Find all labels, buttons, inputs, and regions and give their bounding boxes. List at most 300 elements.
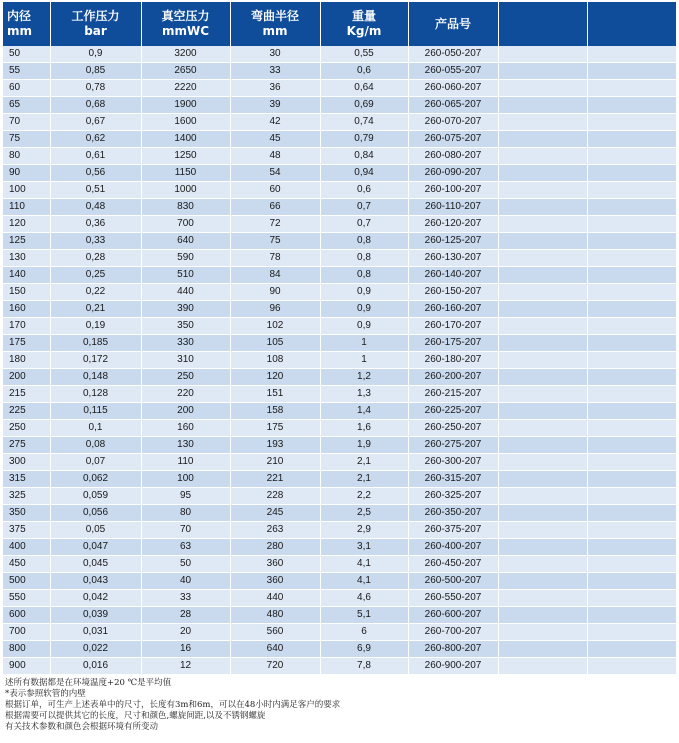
table-cell: 400 xyxy=(3,539,50,556)
table-row xyxy=(3,556,676,573)
column-header-unit: mmWC xyxy=(161,24,210,38)
table-cell: 260-100-207 xyxy=(408,182,498,199)
table-row xyxy=(3,573,676,590)
table-cell: 0,031 xyxy=(50,624,141,641)
table-cell: 0,059 xyxy=(50,488,141,505)
table-cell: 440 xyxy=(230,590,320,607)
table-row xyxy=(3,301,676,318)
table-cell xyxy=(498,590,587,607)
table-cell: 105 xyxy=(230,335,320,352)
table-cell xyxy=(587,97,676,114)
table-cell xyxy=(587,556,676,573)
table-cell xyxy=(498,658,587,675)
table-cell: 260-175-207 xyxy=(408,335,498,352)
table-cell: 193 xyxy=(230,437,320,454)
table-cell: 260-300-207 xyxy=(408,454,498,471)
table-cell: 60 xyxy=(230,182,320,199)
table-cell xyxy=(498,641,587,658)
table-cell xyxy=(587,233,676,250)
table-cell: 0,7 xyxy=(320,216,408,233)
column-header-label: 真空压力 xyxy=(161,9,210,23)
table-body xyxy=(3,46,676,675)
table-cell: 5,1 xyxy=(320,607,408,624)
table-cell: 350 xyxy=(3,505,50,522)
table-row xyxy=(3,97,676,114)
table-cell xyxy=(498,437,587,454)
table-cell xyxy=(587,539,676,556)
table-cell: 260-600-207 xyxy=(408,607,498,624)
table-cell: 33 xyxy=(230,63,320,80)
table-cell: 260-120-207 xyxy=(408,216,498,233)
table-cell: 830 xyxy=(141,199,230,216)
table-row xyxy=(3,114,676,131)
table-cell xyxy=(587,352,676,369)
table-cell: 260-275-207 xyxy=(408,437,498,454)
table-cell: 12 xyxy=(141,658,230,675)
table-row xyxy=(3,352,676,369)
table-cell: 1,4 xyxy=(320,403,408,420)
table-row xyxy=(3,471,676,488)
table-cell: 480 xyxy=(230,607,320,624)
table-cell xyxy=(498,505,587,522)
table-cell: 0,69 xyxy=(320,97,408,114)
table-cell: 700 xyxy=(3,624,50,641)
table-cell xyxy=(498,607,587,624)
table-row xyxy=(3,284,676,301)
column-header-unit: mm xyxy=(7,24,33,38)
table-cell xyxy=(587,46,676,63)
table-cell xyxy=(587,216,676,233)
table-cell: 260-550-207 xyxy=(408,590,498,607)
table-cell: 250 xyxy=(3,420,50,437)
table-cell: 60 xyxy=(3,80,50,97)
table-cell: 260-140-207 xyxy=(408,267,498,284)
table-cell xyxy=(498,284,587,301)
table-cell: 2650 xyxy=(141,63,230,80)
table-cell xyxy=(498,573,587,590)
column-header-unit: mm xyxy=(262,24,288,38)
table-cell: 70 xyxy=(141,522,230,539)
table-cell xyxy=(498,165,587,182)
table-cell: 221 xyxy=(230,471,320,488)
table-cell xyxy=(587,471,676,488)
table-cell xyxy=(498,199,587,216)
table-row xyxy=(3,454,676,471)
table-cell: 39 xyxy=(230,97,320,114)
table-cell: 0,67 xyxy=(50,114,141,131)
table-row xyxy=(3,335,676,352)
table-cell xyxy=(587,641,676,658)
table-cell: 150 xyxy=(3,284,50,301)
table-row xyxy=(3,488,676,505)
table-row xyxy=(3,318,676,335)
table-row xyxy=(3,403,676,420)
table-cell: 140 xyxy=(3,267,50,284)
table-row xyxy=(3,369,676,386)
table-cell: 0,33 xyxy=(50,233,141,250)
table-row xyxy=(3,522,676,539)
table-cell xyxy=(587,148,676,165)
table-cell: 590 xyxy=(141,250,230,267)
table-cell xyxy=(587,454,676,471)
table-cell: 0,172 xyxy=(50,352,141,369)
column-header-unit: bar xyxy=(84,24,107,38)
table-cell: 800 xyxy=(3,641,50,658)
table-cell xyxy=(587,284,676,301)
table-cell xyxy=(498,471,587,488)
table-cell: 4,1 xyxy=(320,573,408,590)
table-cell: 0,043 xyxy=(50,573,141,590)
table-cell xyxy=(587,573,676,590)
table-cell: 260-700-207 xyxy=(408,624,498,641)
table-cell: 42 xyxy=(230,114,320,131)
table-cell: 325 xyxy=(3,488,50,505)
table-cell xyxy=(498,131,587,148)
table-cell: 2,1 xyxy=(320,454,408,471)
table-cell: 210 xyxy=(230,454,320,471)
table-cell: 0,8 xyxy=(320,250,408,267)
table-row xyxy=(3,131,676,148)
table-cell: 28 xyxy=(141,607,230,624)
table-cell: 1400 xyxy=(141,131,230,148)
table-cell xyxy=(498,420,587,437)
table-cell: 4,1 xyxy=(320,556,408,573)
table-cell: 0,9 xyxy=(320,301,408,318)
column-header-label: 弯曲半径 xyxy=(250,9,299,23)
table-row xyxy=(3,182,676,199)
table-cell: 2,1 xyxy=(320,471,408,488)
table-cell: 78 xyxy=(230,250,320,267)
table-cell: 0,21 xyxy=(50,301,141,318)
column-header xyxy=(230,2,320,46)
footnote-line: *表示参照软管的内壁 xyxy=(5,689,86,699)
table-cell: 640 xyxy=(230,641,320,658)
column-header-label: 工作压力 xyxy=(71,9,120,23)
table-cell xyxy=(587,301,676,318)
table-cell xyxy=(498,454,587,471)
table-cell: 0,79 xyxy=(320,131,408,148)
table-cell: 33 xyxy=(141,590,230,607)
column-header xyxy=(3,2,50,46)
table-cell: 350 xyxy=(141,318,230,335)
column-header xyxy=(50,2,141,46)
table-cell: 0,55 xyxy=(320,46,408,63)
table-cell: 0,36 xyxy=(50,216,141,233)
table-cell xyxy=(498,63,587,80)
table-row xyxy=(3,505,676,522)
table-cell: 45 xyxy=(230,131,320,148)
table-cell: 0,047 xyxy=(50,539,141,556)
table-cell: 0,25 xyxy=(50,267,141,284)
table-cell: 0,115 xyxy=(50,403,141,420)
table-cell: 260-200-207 xyxy=(408,369,498,386)
table-cell xyxy=(498,386,587,403)
table-cell: 1,3 xyxy=(320,386,408,403)
table-cell xyxy=(498,318,587,335)
table-cell: 108 xyxy=(230,352,320,369)
table-cell xyxy=(498,352,587,369)
table-cell: 66 xyxy=(230,199,320,216)
table-cell xyxy=(587,590,676,607)
table-cell: 550 xyxy=(3,590,50,607)
table-row xyxy=(3,420,676,437)
table-cell: 360 xyxy=(230,556,320,573)
table-cell: 700 xyxy=(141,216,230,233)
table-cell: 3200 xyxy=(141,46,230,63)
table-cell: 175 xyxy=(230,420,320,437)
table-cell: 72 xyxy=(230,216,320,233)
table-cell: 310 xyxy=(141,352,230,369)
table-cell: 640 xyxy=(141,233,230,250)
table-cell: 0,78 xyxy=(50,80,141,97)
table-cell xyxy=(498,216,587,233)
table-cell: 0,056 xyxy=(50,505,141,522)
footnote-line: 根据订单，可生产上述表单中的尺寸，长度有3m和6m，可以在48小时内满足客户的要求 xyxy=(5,700,341,710)
table-cell: 260-500-207 xyxy=(408,573,498,590)
table-cell: 80 xyxy=(141,505,230,522)
table-cell: 260-075-207 xyxy=(408,131,498,148)
table-cell: 215 xyxy=(3,386,50,403)
table-cell xyxy=(587,199,676,216)
table-cell: 2,9 xyxy=(320,522,408,539)
table-cell: 260-065-207 xyxy=(408,97,498,114)
table-cell: 0,016 xyxy=(50,658,141,675)
table-cell: 0,51 xyxy=(50,182,141,199)
table-cell: 260-160-207 xyxy=(408,301,498,318)
table-cell: 0,045 xyxy=(50,556,141,573)
column-header-label: 内径 xyxy=(7,9,32,23)
column-header-unit: Kg/m xyxy=(346,24,382,38)
table-row xyxy=(3,46,676,63)
table-cell: 260-170-207 xyxy=(408,318,498,335)
table-cell xyxy=(587,369,676,386)
table-row xyxy=(3,607,676,624)
table-cell xyxy=(587,488,676,505)
table-cell: 315 xyxy=(3,471,50,488)
table-cell: 0,61 xyxy=(50,148,141,165)
table-cell: 0,7 xyxy=(320,199,408,216)
footnote-line: 根据需要可以提供其它的长度，尺寸和颜色,螺旋间距,以及不锈钢螺旋 xyxy=(5,711,266,721)
table-cell: 260-450-207 xyxy=(408,556,498,573)
table-cell: 260-350-207 xyxy=(408,505,498,522)
table-cell: 0,28 xyxy=(50,250,141,267)
table-cell: 260-250-207 xyxy=(408,420,498,437)
table-cell: 390 xyxy=(141,301,230,318)
table-cell: 440 xyxy=(141,284,230,301)
table-cell xyxy=(498,556,587,573)
table-cell: 54 xyxy=(230,165,320,182)
table-row xyxy=(3,199,676,216)
table-cell: 0,022 xyxy=(50,641,141,658)
table-cell: 0,68 xyxy=(50,97,141,114)
column-header xyxy=(320,2,408,46)
table-cell: 0,48 xyxy=(50,199,141,216)
table-cell: 260-800-207 xyxy=(408,641,498,658)
table-cell: 0,9 xyxy=(320,318,408,335)
table-row xyxy=(3,233,676,250)
table-cell xyxy=(587,522,676,539)
table-cell: 100 xyxy=(3,182,50,199)
table-cell: 100 xyxy=(141,471,230,488)
table-cell: 260-225-207 xyxy=(408,403,498,420)
table-cell: 360 xyxy=(230,573,320,590)
table-cell xyxy=(587,114,676,131)
table-cell: 0,148 xyxy=(50,369,141,386)
table-cell: 75 xyxy=(230,233,320,250)
table-row xyxy=(3,539,676,556)
table-cell: 6 xyxy=(320,624,408,641)
table-cell: 0,08 xyxy=(50,437,141,454)
table-cell: 0,64 xyxy=(320,80,408,97)
table-cell: 160 xyxy=(3,301,50,318)
footnote-line: 有关技术参数和颜色会根据环境有所变动 xyxy=(5,722,159,732)
table-cell: 50 xyxy=(141,556,230,573)
table-cell: 260-080-207 xyxy=(408,148,498,165)
table-cell: 3,1 xyxy=(320,539,408,556)
table-cell xyxy=(498,233,587,250)
table-cell: 20 xyxy=(141,624,230,641)
table-cell xyxy=(498,46,587,63)
column-header-label: 产品号 xyxy=(434,16,471,31)
table-cell xyxy=(587,437,676,454)
table-cell: 110 xyxy=(3,199,50,216)
table-cell: 170 xyxy=(3,318,50,335)
table-cell: 0,56 xyxy=(50,165,141,182)
table-cell: 40 xyxy=(141,573,230,590)
table-row xyxy=(3,216,676,233)
table-cell: 260-215-207 xyxy=(408,386,498,403)
table-cell xyxy=(587,403,676,420)
table-row xyxy=(3,148,676,165)
table-cell: 0,1 xyxy=(50,420,141,437)
table-cell xyxy=(498,488,587,505)
table-cell: 260-400-207 xyxy=(408,539,498,556)
table-cell: 0,05 xyxy=(50,522,141,539)
table-cell: 63 xyxy=(141,539,230,556)
table-cell: 1150 xyxy=(141,165,230,182)
table-cell xyxy=(498,250,587,267)
table-cell: 75 xyxy=(3,131,50,148)
table-cell: 1,6 xyxy=(320,420,408,437)
table-cell: 0,85 xyxy=(50,63,141,80)
table-cell: 200 xyxy=(141,403,230,420)
table-cell: 6,9 xyxy=(320,641,408,658)
table-cell xyxy=(587,335,676,352)
table-cell xyxy=(498,301,587,318)
table-row xyxy=(3,165,676,182)
table-cell xyxy=(587,165,676,182)
table-cell: 260-090-207 xyxy=(408,165,498,182)
table-header-row xyxy=(3,2,676,46)
table-cell: 175 xyxy=(3,335,50,352)
table-cell: 160 xyxy=(141,420,230,437)
table-cell: 158 xyxy=(230,403,320,420)
table-row xyxy=(3,641,676,658)
table-cell: 1000 xyxy=(141,182,230,199)
table-cell: 0,19 xyxy=(50,318,141,335)
table-row xyxy=(3,80,676,97)
table-cell xyxy=(587,607,676,624)
table-cell: 450 xyxy=(3,556,50,573)
table-cell: 50 xyxy=(3,46,50,63)
table-cell: 130 xyxy=(3,250,50,267)
table-cell xyxy=(498,522,587,539)
table-cell: 260-130-207 xyxy=(408,250,498,267)
column-header-label: 重量 xyxy=(351,9,376,23)
table-cell xyxy=(498,114,587,131)
spec-sheet xyxy=(3,2,676,733)
table-cell: 0,62 xyxy=(50,131,141,148)
table-cell: 16 xyxy=(141,641,230,658)
column-header xyxy=(587,2,676,46)
table-cell: 260-060-207 xyxy=(408,80,498,97)
table-cell: 0,84 xyxy=(320,148,408,165)
table-cell: 1,9 xyxy=(320,437,408,454)
table-cell: 260-110-207 xyxy=(408,199,498,216)
table-cell xyxy=(498,148,587,165)
table-cell: 0,039 xyxy=(50,607,141,624)
table-cell: 260-070-207 xyxy=(408,114,498,131)
table-cell: 1 xyxy=(320,335,408,352)
table-cell: 0,94 xyxy=(320,165,408,182)
table-cell xyxy=(498,624,587,641)
table-cell: 70 xyxy=(3,114,50,131)
table-cell: 7,8 xyxy=(320,658,408,675)
table-cell: 560 xyxy=(230,624,320,641)
table-cell: 80 xyxy=(3,148,50,165)
table-row xyxy=(3,267,676,284)
table-cell: 96 xyxy=(230,301,320,318)
table-cell: 110 xyxy=(141,454,230,471)
table-cell: 36 xyxy=(230,80,320,97)
table-cell: 1250 xyxy=(141,148,230,165)
table-cell: 375 xyxy=(3,522,50,539)
table-cell: 0,6 xyxy=(320,182,408,199)
table-cell xyxy=(587,63,676,80)
table-cell: 510 xyxy=(141,267,230,284)
table-cell: 228 xyxy=(230,488,320,505)
table-cell xyxy=(587,505,676,522)
table-row xyxy=(3,250,676,267)
table-cell: 500 xyxy=(3,573,50,590)
table-cell: 260-900-207 xyxy=(408,658,498,675)
table-cell: 900 xyxy=(3,658,50,675)
table-cell xyxy=(498,403,587,420)
table-cell: 1600 xyxy=(141,114,230,131)
table-cell: 4,6 xyxy=(320,590,408,607)
hose-spec-table xyxy=(3,2,677,675)
table-cell: 0,128 xyxy=(50,386,141,403)
table-cell xyxy=(587,131,676,148)
table-cell: 125 xyxy=(3,233,50,250)
table-cell xyxy=(587,182,676,199)
table-cell xyxy=(498,267,587,284)
table-cell: 0,07 xyxy=(50,454,141,471)
footnotes xyxy=(3,678,676,733)
table-cell xyxy=(587,250,676,267)
table-cell: 30 xyxy=(230,46,320,63)
column-header xyxy=(141,2,230,46)
table-cell: 600 xyxy=(3,607,50,624)
table-cell: 2,5 xyxy=(320,505,408,522)
table-cell: 720 xyxy=(230,658,320,675)
table-cell xyxy=(587,80,676,97)
table-cell: 0,74 xyxy=(320,114,408,131)
table-cell: 1,2 xyxy=(320,369,408,386)
table-row xyxy=(3,590,676,607)
table-cell: 275 xyxy=(3,437,50,454)
table-row xyxy=(3,658,676,675)
